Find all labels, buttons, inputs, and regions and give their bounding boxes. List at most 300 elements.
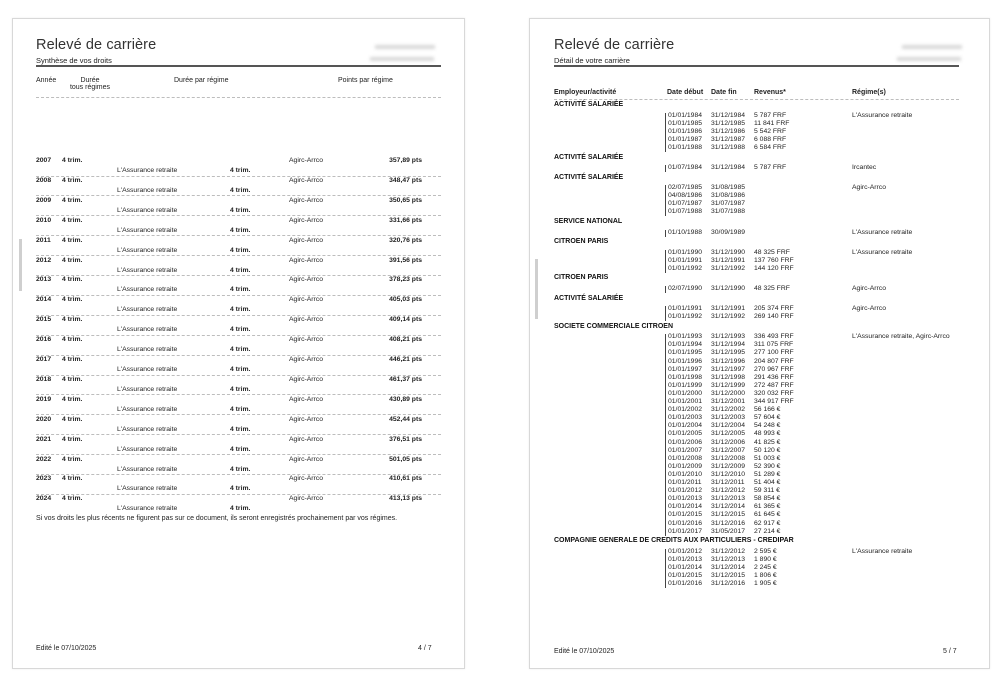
row-end-date: 31/12/2015 <box>711 572 746 579</box>
row-year: 2023 <box>36 475 52 483</box>
row-end-date: 31/12/1987 <box>711 135 746 143</box>
row-year: 2021 <box>36 435 52 443</box>
row-regime: L'Assurance retraite <box>117 505 178 513</box>
row-regime-duration: 4 trim. <box>230 286 251 294</box>
row-start-date: 01/01/2011 <box>668 479 702 486</box>
employer-name: COMPAGNIE GENERALE DE CREDITS AUX PARTICULIERS - CREDIPAR <box>554 537 794 545</box>
group-regime: L'Assurance retraite <box>852 111 913 119</box>
row-end-date: 31/12/2009 <box>711 462 746 470</box>
row-year: 2012 <box>36 256 52 264</box>
row-regime-duration: 4 trim. <box>230 226 251 234</box>
row-start-date: 01/01/1999 <box>668 381 703 389</box>
footnote: Si vos droits les plus récents ne figurent pas sur ce document, ils seront enregistrés prochainement par vos régimes. <box>36 515 398 522</box>
row-start-date: 01/01/1985 <box>668 119 703 127</box>
row-start-date: 01/01/2003 <box>668 414 703 422</box>
row-end-date: 31/12/2004 <box>711 422 746 430</box>
row-regime: L'Assurance retraite <box>117 246 178 254</box>
row-income: 50 120 € <box>754 446 781 454</box>
row-year: 2011 <box>36 236 51 244</box>
row-start-date: 01/01/2015 <box>668 511 703 519</box>
row-income: 344 917 FRF <box>754 398 794 405</box>
group-regime: L'Assurance retraite <box>852 248 913 256</box>
row-end-date: 31/12/1986 <box>711 127 746 135</box>
group-bracket <box>665 230 666 237</box>
row-income: 1 890 € <box>754 555 777 563</box>
row-points: 413,13 pts <box>389 495 422 503</box>
redacted-id <box>370 57 434 61</box>
row-start-date: 01/07/1984 <box>668 164 703 171</box>
row-income: 41 825 € <box>754 438 781 446</box>
row-end-date: 31/07/1987 <box>711 200 746 208</box>
col-regimes: Régime(s) <box>852 89 886 96</box>
row-points-regime: Agirc-Arrco <box>289 356 323 363</box>
row-year: 2022 <box>36 455 52 463</box>
row-points: 320,76 pts <box>389 236 422 244</box>
row-end-date: 31/12/2012 <box>711 547 746 555</box>
row-year: 2024 <box>36 495 52 503</box>
row-end-date: 31/12/2014 <box>711 503 746 511</box>
row-total-duration: 4 trim. <box>62 236 83 244</box>
row-total-duration: 4 trim. <box>62 157 83 164</box>
row-regime: L'Assurance retraite <box>117 326 178 334</box>
row-income: 205 374 FRF <box>754 305 794 312</box>
row-income: 320 032 FRF <box>754 389 794 397</box>
row-end-date: 30/09/1989 <box>711 228 746 236</box>
row-start-date: 01/01/2009 <box>668 462 703 470</box>
row-end-date: 31/12/1997 <box>711 365 746 373</box>
row-end-date: 31/12/1999 <box>711 381 746 389</box>
row-income: 51 404 € <box>754 479 781 486</box>
row-points: 408,21 pts <box>389 336 422 344</box>
col-start-date: Date début <box>667 89 704 96</box>
row-income: 204 807 FRF <box>754 357 794 365</box>
row-year: 2019 <box>36 395 52 403</box>
row-regime-duration: 4 trim. <box>230 326 251 334</box>
row-year: 2017 <box>36 356 52 363</box>
row-start-date: 01/01/2005 <box>668 430 703 438</box>
row-total-duration: 4 trim. <box>62 475 83 483</box>
row-end-date: 31/12/1991 <box>711 305 746 312</box>
row-total-duration: 4 trim. <box>62 356 83 363</box>
row-points-regime: Agirc-Arrco <box>289 157 323 164</box>
row-regime-duration: 4 trim. <box>230 246 251 254</box>
row-end-date: 31/12/1984 <box>711 111 746 119</box>
page-number: 5 / 7 <box>943 648 957 655</box>
row-regime: L'Assurance retraite <box>117 346 178 354</box>
row-regime-duration: 4 trim. <box>230 266 251 274</box>
row-points-regime: Agirc-Arrco <box>289 455 323 463</box>
row-end-date: 31/12/2008 <box>711 454 746 462</box>
row-regime: L'Assurance retraite <box>117 485 178 493</box>
row-end-date: 31/12/2005 <box>711 430 746 438</box>
row-year: 2009 <box>36 196 52 204</box>
row-income: 27 214 € <box>754 527 781 535</box>
side-reference-code <box>19 239 22 291</box>
side-reference-code <box>535 259 538 319</box>
row-income: 6 088 FRF <box>754 135 787 143</box>
row-income: 6 584 FRF <box>754 143 787 151</box>
document-page-5 <box>529 18 990 669</box>
group-regime: L'Assurance retraite <box>852 547 913 555</box>
row-end-date: 31/12/1990 <box>711 284 746 292</box>
row-start-date: 01/01/2006 <box>668 438 703 446</box>
row-income: 1 905 € <box>754 580 777 588</box>
row-points: 391,56 pts <box>389 256 422 264</box>
row-regime: L'Assurance retraite <box>117 266 178 274</box>
row-end-date: 31/12/2012 <box>711 487 746 495</box>
row-end-date: 31/12/1988 <box>711 143 746 151</box>
row-regime: L'Assurance retraite <box>117 425 178 433</box>
row-end-date: 31/12/2002 <box>711 406 746 414</box>
row-end-date: 31/12/1985 <box>711 119 746 127</box>
row-points-regime: Agirc-Arrco <box>289 336 323 344</box>
row-regime-duration: 4 trim. <box>230 485 251 493</box>
row-start-date: 01/01/2008 <box>668 454 703 462</box>
row-end-date: 31/05/2017 <box>711 527 746 535</box>
row-points: 350,65 pts <box>389 196 422 204</box>
row-total-duration: 4 trim. <box>62 455 83 463</box>
col-employer: Employeur/activité <box>554 89 617 96</box>
group-bracket <box>665 549 666 589</box>
employer-name: ACTIVITÉ SALARIÉE <box>554 101 624 108</box>
row-end-date: 31/08/1986 <box>711 192 746 200</box>
row-income: 5 787 FRF <box>754 111 787 119</box>
row-start-date: 01/01/2014 <box>668 503 703 511</box>
redacted-name <box>375 45 435 49</box>
row-start-date: 01/01/1992 <box>668 313 703 321</box>
row-end-date: 31/12/2013 <box>711 555 746 563</box>
row-year: 2015 <box>36 316 52 324</box>
footer-date: Edité le 07/10/2025 <box>554 648 615 655</box>
row-end-date: 31/12/1992 <box>711 264 746 272</box>
row-total-duration: 4 trim. <box>62 176 83 184</box>
row-income: 1 806 € <box>754 572 777 579</box>
row-points-regime: Agirc-Arrco <box>289 276 323 284</box>
row-start-date: 01/01/1998 <box>668 373 703 381</box>
row-start-date: 01/01/2013 <box>668 495 703 503</box>
row-points-regime: Agirc-Arrco <box>289 316 323 324</box>
row-regime-duration: 4 trim. <box>230 405 251 413</box>
row-end-date: 31/12/2014 <box>711 563 746 571</box>
col-duration-by-regime: Durée par régime <box>174 77 229 84</box>
header-rule <box>36 65 441 67</box>
col-duration-line1: Durée <box>80 77 100 84</box>
col-income: Revenus* <box>754 89 786 96</box>
row-income: 54 248 € <box>754 422 781 430</box>
row-start-date: 01/01/2001 <box>668 398 703 405</box>
row-regime-duration: 4 trim. <box>230 425 251 433</box>
row-points: 452,44 pts <box>389 415 422 423</box>
row-points: 376,51 pts <box>389 435 422 443</box>
col-year: Année <box>36 77 57 84</box>
row-total-duration: 4 trim. <box>62 435 83 443</box>
row-income: 311 075 FRF <box>754 341 794 349</box>
row-total-duration: 4 trim. <box>62 495 83 503</box>
row-income: 277 100 FRF <box>754 349 794 357</box>
employer-name: SERVICE NATIONAL <box>554 218 623 225</box>
row-end-date: 31/12/2010 <box>711 470 746 478</box>
row-points: 409,14 pts <box>389 316 422 324</box>
page-title: Relevé de carrière <box>554 37 675 53</box>
row-income: 5 787 FRF <box>754 164 787 171</box>
header-divider <box>554 99 959 100</box>
row-end-date: 31/12/2006 <box>711 438 746 446</box>
group-regime: Agirc-Arrco <box>852 305 886 312</box>
page-title: Relevé de carrière <box>36 37 157 53</box>
row-end-date: 31/12/2003 <box>711 414 746 422</box>
row-regime: L'Assurance retraite <box>117 286 178 294</box>
row-points: 348,47 pts <box>389 176 422 184</box>
footer-date: Edité le 07/10/2025 <box>36 645 97 652</box>
row-income: 11 841 FRF <box>754 119 790 127</box>
row-end-date: 31/12/1992 <box>711 313 746 321</box>
row-start-date: 01/01/1993 <box>668 333 703 341</box>
row-regime: L'Assurance retraite <box>117 167 178 174</box>
row-end-date: 31/08/1985 <box>711 184 746 192</box>
row-start-date: 01/01/2007 <box>668 446 703 454</box>
row-start-date: 01/01/2004 <box>668 422 703 430</box>
row-year: 2018 <box>36 375 52 383</box>
row-start-date: 01/01/2016 <box>668 519 703 527</box>
col-end-date: Date fin <box>711 89 737 96</box>
page-subtitle: Synthèse de vos droits <box>36 56 112 65</box>
header-rule <box>554 65 959 67</box>
group-bracket <box>665 185 666 216</box>
row-points-regime: Agirc-Arrco <box>289 236 323 244</box>
row-income: 57 604 € <box>754 414 781 422</box>
row-regime-duration: 4 trim. <box>230 465 251 473</box>
row-regime-duration: 4 trim. <box>230 346 251 354</box>
row-income: 51 003 € <box>754 454 781 462</box>
row-points: 410,61 pts <box>389 475 422 483</box>
row-regime-duration: 4 trim. <box>230 445 251 453</box>
row-end-date: 31/12/1991 <box>711 256 746 264</box>
group-regime: L'Assurance retraite, Agirc-Arrco <box>852 333 950 341</box>
row-start-date: 01/01/1991 <box>668 305 703 312</box>
row-income: 272 487 FRF <box>754 381 794 389</box>
row-start-date: 01/01/1988 <box>668 143 703 151</box>
row-regime-duration: 4 trim. <box>230 167 251 174</box>
row-end-date: 31/12/2000 <box>711 389 746 397</box>
row-income: 5 542 FRF <box>754 127 787 135</box>
row-start-date: 02/07/1990 <box>668 284 703 292</box>
row-income: 144 120 FRF <box>754 264 794 272</box>
row-income: 2 245 € <box>754 563 777 571</box>
group-bracket <box>665 250 666 273</box>
row-income: 291 436 FRF <box>754 373 794 381</box>
header-divider <box>36 97 441 98</box>
employer-name: ACTIVITÉ SALARIÉE <box>554 294 624 302</box>
row-income: 2 595 € <box>754 547 777 555</box>
row-total-duration: 4 trim. <box>62 276 83 284</box>
row-regime: L'Assurance retraite <box>117 226 178 234</box>
redacted-id <box>897 57 961 61</box>
row-year: 2016 <box>36 336 52 344</box>
col-duration <box>68 77 112 91</box>
row-end-date: 31/07/1988 <box>711 208 746 216</box>
row-year: 2010 <box>36 216 52 224</box>
row-points: 501,05 pts <box>389 455 422 463</box>
row-end-date: 31/12/1990 <box>711 248 746 256</box>
row-start-date: 01/01/1994 <box>668 341 703 349</box>
row-points: 461,37 pts <box>389 375 422 383</box>
row-regime-duration: 4 trim. <box>230 366 251 373</box>
row-end-date: 31/12/2007 <box>711 446 746 454</box>
row-start-date: 01/01/1995 <box>668 349 703 357</box>
row-regime: L'Assurance retraite <box>117 206 178 214</box>
row-income: 48 993 € <box>754 430 781 438</box>
row-points-regime: Agirc-Arrco <box>289 176 323 184</box>
row-points-regime: Agirc-Arrco <box>289 196 323 204</box>
row-end-date: 31/12/2001 <box>711 398 746 405</box>
employer-name: ACTIVITÉ SALARIÉE <box>554 153 624 161</box>
row-income: 269 140 FRF <box>754 313 794 321</box>
row-regime-duration: 4 trim. <box>230 306 251 314</box>
row-points-regime: Agirc-Arrco <box>289 216 323 224</box>
employer-name: CITROEN PARIS <box>554 238 609 246</box>
row-total-duration: 4 trim. <box>62 375 83 383</box>
row-end-date: 31/12/2013 <box>711 495 746 503</box>
row-income: 56 166 € <box>754 406 781 414</box>
row-regime: L'Assurance retraite <box>117 186 178 194</box>
row-start-date: 01/01/1984 <box>668 111 703 119</box>
row-income: 48 325 FRF <box>754 284 790 292</box>
row-start-date: 01/07/1987 <box>668 200 703 208</box>
row-regime: L'Assurance retraite <box>117 306 178 314</box>
row-points-regime: Agirc-Arrco <box>289 256 323 264</box>
row-income: 137 760 FRF <box>754 256 794 264</box>
redacted-name <box>902 45 962 49</box>
row-points-regime: Agirc-Arrco <box>289 415 323 423</box>
row-end-date: 31/12/1994 <box>711 341 746 349</box>
row-points-regime: Agirc-Arrco <box>289 395 323 403</box>
row-end-date: 31/12/1996 <box>711 357 746 365</box>
row-income: 336 493 FRF <box>754 333 794 341</box>
row-total-duration: 4 trim. <box>62 336 83 344</box>
group-regime: Ircantec <box>852 164 877 171</box>
row-regime: L'Assurance retraite <box>117 385 178 393</box>
row-total-duration: 4 trim. <box>62 316 83 324</box>
row-points-regime: Agirc-Arrco <box>289 495 323 503</box>
row-income: 58 854 € <box>754 495 781 503</box>
row-income: 61 365 € <box>754 503 781 511</box>
row-points: 446,21 pts <box>389 356 422 363</box>
row-points-regime: Agirc-Arrco <box>289 475 323 483</box>
group-bracket <box>665 165 666 172</box>
group-bracket <box>665 306 666 321</box>
row-total-duration: 4 trim. <box>62 256 83 264</box>
row-end-date: 31/12/1993 <box>711 333 746 341</box>
row-points: 405,03 pts <box>389 296 422 304</box>
row-regime: L'Assurance retraite <box>117 445 178 453</box>
row-income: 270 967 FRF <box>754 365 794 373</box>
row-end-date: 31/12/2016 <box>711 519 746 527</box>
row-start-date: 01/01/1997 <box>668 365 703 373</box>
page-number: 4 / 7 <box>418 645 432 652</box>
row-points: 357,89 pts <box>389 157 422 164</box>
row-start-date: 01/01/1990 <box>668 248 703 256</box>
row-end-date: 31/12/2016 <box>711 580 746 588</box>
row-start-date: 01/01/2013 <box>668 555 703 563</box>
employer-name: CITROEN PARIS <box>554 274 609 282</box>
row-regime-duration: 4 trim. <box>230 206 251 214</box>
row-start-date: 01/01/2010 <box>668 470 703 478</box>
row-year: 2013 <box>36 276 52 284</box>
row-points-regime: Agirc-Arrco <box>289 375 323 383</box>
col-points-by-regime: Points par régime <box>338 77 393 84</box>
row-start-date: 01/01/2002 <box>668 406 703 414</box>
row-points-regime: Agirc-Arrco <box>289 296 323 304</box>
row-year: 2008 <box>36 176 52 184</box>
row-year: 2007 <box>36 157 52 164</box>
group-bracket <box>665 334 666 536</box>
group-regime: Agirc-Arrco <box>852 284 886 292</box>
row-start-date: 01/10/1988 <box>668 228 703 236</box>
row-regime-duration: 4 trim. <box>230 186 251 194</box>
row-total-duration: 4 trim. <box>62 216 83 224</box>
row-start-date: 01/07/1988 <box>668 208 703 216</box>
row-income: 59 311 € <box>754 487 780 495</box>
col-duration-line2: tous régimes <box>69 84 111 91</box>
row-year: 2014 <box>36 296 52 304</box>
row-start-date: 01/01/2000 <box>668 389 703 397</box>
row-start-date: 01/01/1987 <box>668 135 703 143</box>
row-start-date: 01/01/2015 <box>668 572 703 579</box>
row-points-regime: Agirc-Arrco <box>289 435 323 443</box>
employer-name: ACTIVITÉ SALARIÉE <box>554 173 624 181</box>
row-income: 48 325 FRF <box>754 248 790 256</box>
row-start-date: 01/01/1992 <box>668 264 703 272</box>
row-end-date: 31/12/1995 <box>711 349 746 357</box>
row-points: 331,66 pts <box>389 216 422 224</box>
row-end-date: 31/12/1984 <box>711 164 746 171</box>
page-subtitle: Détail de votre carrière <box>554 56 630 65</box>
group-regime: Agirc-Arrco <box>852 184 886 192</box>
row-regime: L'Assurance retraite <box>117 366 178 373</box>
group-bracket <box>665 113 666 153</box>
row-start-date: 01/01/1986 <box>668 127 703 135</box>
document-page-4 <box>12 18 465 669</box>
row-regime: L'Assurance retraite <box>117 405 178 413</box>
row-year: 2020 <box>36 415 52 423</box>
row-start-date: 01/01/2012 <box>668 547 703 555</box>
row-start-date: 01/01/2014 <box>668 563 703 571</box>
row-points: 378,23 pts <box>389 276 422 284</box>
row-start-date: 02/07/1985 <box>668 184 703 192</box>
row-start-date: 01/01/1991 <box>668 256 703 264</box>
row-end-date: 31/12/2015 <box>711 511 746 519</box>
group-regime: L'Assurance retraite <box>852 228 913 236</box>
row-start-date: 01/01/2017 <box>668 527 703 535</box>
row-total-duration: 4 trim. <box>62 196 83 204</box>
row-regime-duration: 4 trim. <box>230 505 251 513</box>
row-total-duration: 4 trim. <box>62 296 83 304</box>
row-total-duration: 4 trim. <box>62 415 83 423</box>
row-regime-duration: 4 trim. <box>230 385 251 393</box>
row-income: 52 390 € <box>754 462 781 470</box>
employer-name: SOCIETE COMMERCIALE CITROEN <box>554 322 674 330</box>
row-income: 51 289 € <box>754 470 781 478</box>
row-points: 430,89 pts <box>389 395 422 403</box>
row-start-date: 01/01/2016 <box>668 580 703 588</box>
row-end-date: 31/12/2011 <box>711 479 745 486</box>
row-start-date: 01/01/1996 <box>668 357 703 365</box>
group-bracket <box>665 286 666 293</box>
row-total-duration: 4 trim. <box>62 395 83 403</box>
row-start-date: 04/08/1986 <box>668 192 703 200</box>
row-income: 62 917 € <box>754 519 781 527</box>
row-regime: L'Assurance retraite <box>117 465 178 473</box>
